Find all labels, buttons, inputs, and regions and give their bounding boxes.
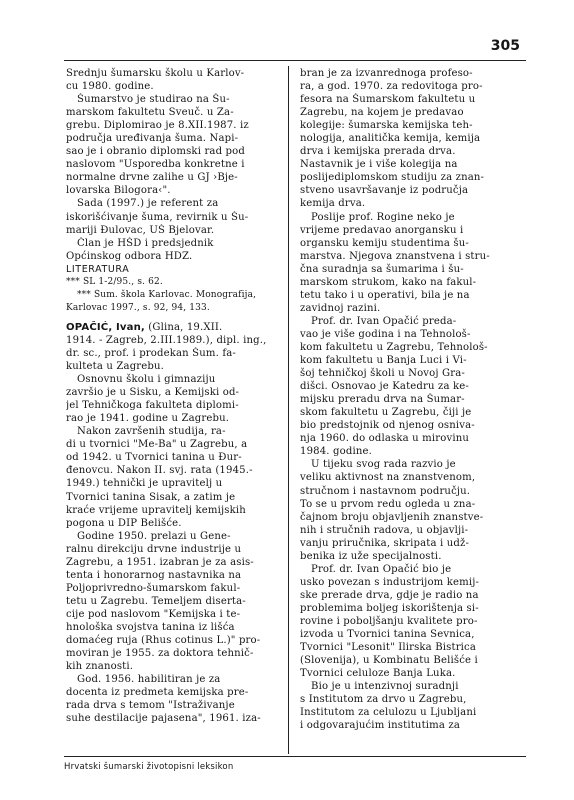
text-line: s Institutom za drvo u Zagrebu, xyxy=(300,694,467,706)
text-line: Godine 1950. prelazi u Gene- xyxy=(77,530,231,542)
text-line: organsku kemiju studentima šu- xyxy=(300,237,469,249)
text-line: nja 1960. do odlaska u mirovinu xyxy=(300,433,470,445)
text-line: tenta i honorarnog nastavnika na xyxy=(66,569,242,581)
text-line: kulteta u Zagrebu. xyxy=(66,361,165,373)
entry-first-line xyxy=(66,321,280,334)
text-line: vrijeme predavao anorgansku i xyxy=(300,224,464,236)
text-line: Član je HŠD i predsjednik xyxy=(77,237,214,249)
text-line: iskorišćivanje šuma, revirnik u Šu- xyxy=(66,211,249,223)
text-line: ske prerade drva, gdje je radio na xyxy=(300,589,479,601)
text-line: grebu. Diplomirao je 8.XII.1987. iz xyxy=(66,120,249,132)
text-line: završio je u Sisku, a Kemijski od- xyxy=(66,387,240,399)
text-line: kraće vrijeme upravitelj kemijskih xyxy=(66,504,246,516)
text-line: domaćeg ruja (Rhus cotinus L.)" pro- xyxy=(66,635,261,647)
text-line: rada drva s temom "Istraživanje xyxy=(66,700,235,712)
text-line: sao je i obranio diplomski rad pod xyxy=(66,146,246,158)
text-line: područja uređivanja šuma. Napi- xyxy=(66,133,239,145)
text-line: (Slovenija), u Kombinatu Belišće i xyxy=(300,655,478,667)
text-line: Prof. dr. Ivan Opačić bio je xyxy=(311,563,452,575)
text-line: veliku aktivnost na znanstvenom, xyxy=(300,472,476,484)
text-line: dišci. Osnovao je Katedru za ke- xyxy=(300,381,469,393)
text-line: kemija drva. xyxy=(300,198,366,210)
entry-body xyxy=(66,334,280,725)
text-line: tetu u Zagrebu. Temeljem diserta- xyxy=(66,595,246,607)
text-line: mariji Đulovac, UŠ Bjelovar. xyxy=(66,224,215,236)
literature-item: *** ŠL 1-2/95., s. 62. xyxy=(66,276,163,287)
text-line: kom fakultetu u Zagrebu, Tehnološ- xyxy=(300,341,488,353)
text-line: U tijeku svog rada razvio je xyxy=(311,459,456,471)
text-line: od 1942. u Tvornici tanina u Đur- xyxy=(66,452,242,464)
literature-section xyxy=(66,263,280,315)
left-column xyxy=(66,67,280,725)
text-line: Poslije prof. Rogine neko je xyxy=(311,211,455,223)
text-line: tetu tako i u operativi, bila je na xyxy=(300,289,470,301)
text-line: lovarska Bilogora‹". xyxy=(66,185,171,197)
text-line: marskom fakultetu Sveuč. u Za- xyxy=(66,107,234,119)
text-line: Bio je u intenzivnoj suradnji xyxy=(311,681,459,693)
bottom-rule xyxy=(64,756,526,757)
text-line: di u tvornici "Me-Ba" u Zagrebu, a xyxy=(66,439,248,451)
footer-title: Hrvatski šumarski životopisni leksikon xyxy=(64,762,234,772)
text-line: stručnom i nastavnom području. xyxy=(300,485,471,497)
text-line: Institutom za celulozu u Ljubljani xyxy=(300,707,477,719)
text-line: vao je više godina i na Tehnološ- xyxy=(300,328,471,340)
text-line: zavidnoj razini. xyxy=(300,302,381,314)
text-line: marstva. Njegova znanstvena i stru- xyxy=(300,250,490,262)
text-line: cu 1980. godine. xyxy=(66,81,154,93)
text-line: Tvornici "Lesonit" Ilirska Bistrica xyxy=(300,642,477,654)
text-line: kih znanosti. xyxy=(66,661,134,673)
literature-list xyxy=(66,276,280,315)
text-line: cije pod naslovom "Kemijska i te- xyxy=(66,608,241,620)
text-line: God. 1956. habilitiran je za xyxy=(77,674,221,686)
text-line: fesora na Šumarskom fakultetu u xyxy=(300,94,476,106)
text-line: čna suradnja sa šumarima i šu- xyxy=(300,263,464,275)
text-line: 1949.) tehnički je upravitelj u xyxy=(66,478,223,490)
text-line: drva i kemijska prerada drva. xyxy=(300,146,456,158)
text-line: Sada (1997.) je referent za xyxy=(77,198,219,210)
text-line: 1914. - Zagreb, 2.III.1989.), dipl. ing., xyxy=(66,334,267,346)
text-line: Tvornici tanina Sisak, a zatim je xyxy=(66,491,236,503)
text-line: Nakon završenih studija, ra- xyxy=(77,426,226,438)
text-line: Poljoprivredno-šumarskom fakul- xyxy=(66,582,241,594)
text-line: Šumarstvo je studirao na Šu- xyxy=(77,94,230,106)
text-line: vanju priručnika, skripata i udž- xyxy=(300,537,470,549)
entry-opacic xyxy=(66,321,280,725)
text-line: šoj tehničkoj školi u Novoj Gra- xyxy=(300,368,465,380)
text-line: rovine i poboljšanju kvalitete pro- xyxy=(300,615,478,627)
text-line: nih i stručnih radova, u objavlji- xyxy=(300,524,469,536)
text-line: bran je za izvanrednoga profeso- xyxy=(300,68,473,79)
page-number: 305 xyxy=(490,38,520,54)
entry-first-line-rest: (Glina, 19.XII. xyxy=(144,321,223,333)
literature-item: *** Šum. škola Karlovac. Monografija, xyxy=(77,289,257,300)
text-line: Općinskog odbora HDZ. xyxy=(66,250,193,262)
literature-title: LITERATURA xyxy=(66,263,130,275)
text-line: ralnu direkciju drvne industrije u xyxy=(66,543,242,555)
text-line: Zagrebu, a 1951. izabran je za asis- xyxy=(66,556,254,568)
text-line: To se u prvom redu ogleda u zna- xyxy=(300,498,476,510)
text-line: usko povezan s industrijom kemij- xyxy=(300,576,480,588)
text-line: suhe destilacije pajasena", 1961. iza- xyxy=(66,713,261,725)
text-line: Nastavnik je i više kolegija na xyxy=(300,159,458,171)
text-line: poslijediplomskom studiju za znan- xyxy=(300,172,485,184)
text-line: normalne drvne zalihe u GJ ›Bje- xyxy=(66,172,238,184)
text-line: čajnom broju objavljenih znanstve- xyxy=(300,511,484,523)
text-line: đenovcu. Nakon II. svj. rata (1945.- xyxy=(66,465,253,477)
text-line: dr. sc., prof. i prodekan Šum. fa- xyxy=(66,347,236,359)
text-line: marskom strukom, kako na fakul- xyxy=(300,276,477,288)
text-line: ra, a god. 1970. za redovitoga pro- xyxy=(300,81,483,93)
text-line: bio predstojnik od njenog osniva- xyxy=(300,420,475,432)
text-line: mijsku preradu drva na Šumar- xyxy=(300,394,465,406)
text-line: Prof. dr. Ivan Opačić preda- xyxy=(311,315,457,327)
text-line: kom fakultetu u Banja Luci i Vi- xyxy=(300,355,467,367)
text-line: hnološka svojstva tanina iz lišća xyxy=(66,621,235,633)
literature-item: Karlovac 1997., s. 92, 94, 133. xyxy=(66,302,210,313)
text-line: Tvornici celuloze Banja Luka. xyxy=(300,668,456,680)
right-column xyxy=(300,67,521,732)
text-line: izvoda u Tvornici tanina Sevnica, xyxy=(300,629,475,641)
text-line: problemima boljeg iskorištenja si- xyxy=(300,602,479,614)
text-line: kolegije: šumarska kemijska teh- xyxy=(300,120,473,132)
text-line: rao je 1941. godine u Zagrebu. xyxy=(66,413,230,425)
text-line: nologija, analitička kemija, kemija xyxy=(300,133,481,145)
top-rule xyxy=(64,60,526,61)
entry-name: OPAČIĆ, Ivan, xyxy=(66,321,145,333)
previous-entry-continuation xyxy=(66,67,280,263)
text-line: Osnovnu školu i gimnaziju xyxy=(77,374,216,386)
text-line: Srednju šumarsku školu u Karlov- xyxy=(66,68,245,79)
column-divider xyxy=(288,66,289,754)
text-line: Zagrebu, na kojem je predavao xyxy=(300,107,464,119)
text-line: 1984. godine. xyxy=(300,446,372,458)
text-line: i odgovarajućim institutima za xyxy=(300,720,461,732)
text-line: docenta iz predmeta kemijska pre- xyxy=(66,687,249,699)
text-line: naslovom "Usporedba konkretne i xyxy=(66,159,245,171)
text-line: moviran je 1955. za doktora tehnič- xyxy=(66,648,254,660)
text-line: benika iz uže specijalnosti. xyxy=(300,550,442,562)
text-line: stveno usavršavanje iz područja xyxy=(300,185,469,197)
text-line: skom fakultetu u Zagrebu, čiji je xyxy=(300,407,472,419)
text-line: jel Tehničkoga fakulteta diplomi- xyxy=(66,400,239,412)
text-line: pogona u DIP Belišće. xyxy=(66,517,182,529)
